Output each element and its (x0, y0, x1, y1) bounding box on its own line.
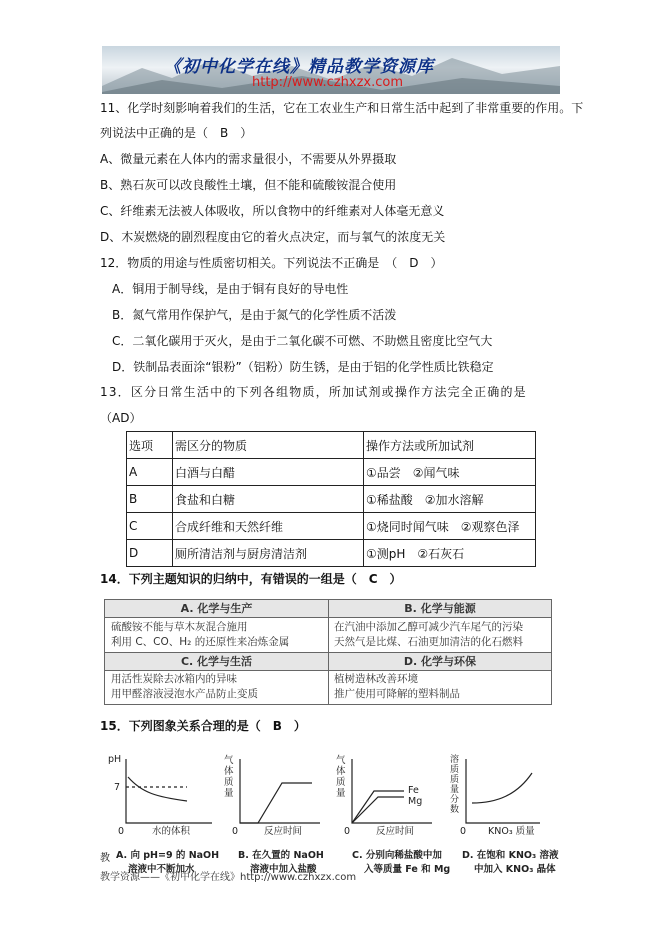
graph-d-axes (466, 759, 540, 823)
q13-stem-line2: （AD） (100, 411, 142, 425)
q14-topic-summary-image (104, 599, 552, 705)
graph-c-origin: 0 (344, 826, 351, 837)
graph-b-caption: B. 在久置的 NaOH (238, 850, 324, 861)
graph-d-ylabel: 溶质质量分数 (450, 755, 460, 815)
banner-title: 《初中化学在线》精品教学资源库 (164, 57, 434, 77)
topic-a-line: 硫酸铵不能与草木灰混合施用 (111, 621, 248, 633)
q11-stem-line2: 列说法中正确的是（ B ） (100, 126, 253, 140)
topic-b-line: 在汽油中添加乙醇可减少汽车尾气的污染 (334, 621, 523, 633)
topic-c-line: 用甲醛溶液浸泡水产品防止变质 (111, 688, 258, 700)
header-banner (102, 46, 560, 94)
graph-a-xlabel: 水的体积 (152, 826, 191, 837)
topic-c-title: C. 化学与生活 (105, 653, 328, 670)
table-cell: ①烧同时闻气味 ②观察色泽 (364, 513, 536, 540)
q11-option-d: D、木炭燃烧的剧烈程度由它的着火点决定，而与氧气的浓度无关 (100, 230, 446, 244)
footer-mark: 教 (100, 853, 110, 864)
graph-d-origin: 0 (460, 826, 467, 837)
footer-mark: 教 (100, 872, 110, 883)
graph-c-fe-label: Fe (408, 785, 419, 796)
table-cell: 合成纤维和天然纤维 (173, 513, 364, 540)
q11-stem-line1: 11、化学时刻影响着我们的生活，它在工农业生产和日常生活中起到了非常重要的作用。下 (100, 101, 584, 115)
table-cell: A (127, 459, 173, 486)
q12-stem: 12．物质的用途与性质密切相关。下列说法不正确是 （ D ） (100, 256, 443, 270)
q12-option-b: B．氮气常用作保护气，是由于氮气的化学性质不活泼 (112, 308, 397, 322)
table-header-cell: 选项 (127, 432, 173, 459)
graph-a-caption: A. 向 pH=9 的 NaOH (116, 850, 220, 861)
q13-stem-line1: 13．区分日常生活中的下列各组物质，所加试剂或操作方法完全正确的是 (100, 385, 527, 399)
table-cell: B (127, 486, 173, 513)
q14-stem: 14．下列主题知识的归纳中，有错误的一组是（ C ） (100, 572, 402, 586)
topic-b-title: B. 化学与能源 (329, 600, 551, 617)
q12-option-c: C．二氧化碳用于灭火，是由于二氧化碳不可燃、不助燃且密度比空气大 (112, 334, 493, 348)
footer-link[interactable]: 学资源——《初中化学在线》http://www.czhxzx.com (110, 872, 357, 883)
graph-c-ylabel: 气体质量 (336, 755, 346, 799)
graph-d-caption: 中加入 KNO₃ 晶体 (474, 864, 556, 875)
table-cell: C (127, 513, 173, 540)
q11-option-a: A、微量元素在人体内的需求量很小，不需要从外界摄取 (100, 152, 397, 166)
q11-option-c: C、纤维素无法被人体吸收，所以食物中的纤维素对人体毫无意义 (100, 204, 445, 218)
q12-option-a: A．铜用于制导线，是由于铜有良好的导电性 (112, 282, 349, 296)
graph-a-caption: 溶液中不断加水 (128, 864, 195, 875)
banner-url[interactable]: http://www.czhxzx.com (252, 75, 403, 90)
topic-d-line: 植树造林改善环境 (334, 673, 418, 685)
graph-b-xlabel: 反应时间 (264, 826, 303, 837)
table-cell: ①稀盐酸 ②加水溶解 (364, 486, 536, 513)
graph-a-ymark: 7 (114, 782, 121, 793)
graph-b-curve (240, 783, 312, 823)
q12-option-d: D．铁制品表面涂“银粉”（铝粉）防生锈，是由于铝的化学性质比铁稳定 (112, 360, 494, 374)
topic-b-line: 天然气是比煤、石油更加清洁的化石燃料 (334, 636, 523, 648)
graph-a-curve (128, 777, 187, 801)
graph-d-caption: D. 在饱和 KNO₃ 溶液 (462, 850, 559, 861)
graph-c-mg-line (352, 797, 404, 823)
graph-d-xlabel: KNO₃ 质量 (488, 826, 535, 837)
graph-b-ylabel: 气体质量 (224, 755, 234, 799)
q11-option-b: B、熟石灰可以改良酸性土壤，但不能和硫酸铵混合使用 (100, 178, 397, 192)
table-header-row (127, 432, 536, 459)
topic-c-line: 用活性炭除去冰箱内的异味 (111, 673, 237, 685)
graph-d-curve (472, 773, 532, 803)
graph-a-ylabel: pH (108, 754, 122, 765)
table-cell: ①测pH ②石灰石 (364, 540, 536, 567)
graph-c-fe-line (352, 791, 404, 823)
table-row (127, 513, 536, 540)
table-row (127, 459, 536, 486)
graph-a-origin: 0 (118, 826, 125, 837)
topic-d-title: D. 化学与环保 (329, 653, 551, 670)
table-header-cell: 需区分的物质 (173, 432, 364, 459)
graph-c-caption: C. 分别向稀盐酸中加 (352, 850, 442, 861)
table-cell: D (127, 540, 173, 567)
table-row (127, 486, 536, 513)
graph-c-mg-label: Mg (408, 796, 423, 807)
q15-graphs-image (108, 754, 559, 885)
graph-c-xlabel: 反应时间 (376, 826, 415, 837)
footer-text (100, 868, 356, 883)
table-cell: ①品尝 ②闻气味 (364, 459, 536, 486)
graph-a-axes (126, 759, 212, 823)
table-cell: 厕所清洁剂与厨房清洁剂 (173, 540, 364, 567)
topic-a-title: A. 化学与生产 (105, 600, 328, 617)
table-cell: 白酒与白醋 (173, 459, 364, 486)
topic-a-line: 利用 C、CO、H₂ 的还原性来冶炼金属 (111, 636, 290, 648)
graph-c-caption: 入等质量 Fe 和 Mg (364, 864, 451, 875)
graph-b-axes (240, 759, 320, 823)
graph-b-caption: 溶液中加入盐酸 (250, 864, 317, 875)
q13-options-table (126, 431, 536, 567)
graph-b-origin: 0 (232, 826, 239, 837)
table-header-cell: 操作方法或所加试剂 (364, 432, 536, 459)
table-cell: 食盐和白糖 (173, 486, 364, 513)
table-row (127, 540, 536, 567)
graphs-svg (112, 755, 552, 835)
divider (328, 600, 329, 704)
q15-stem: 15．下列图象关系合理的是（ B ） (100, 719, 306, 733)
topic-d-line: 推广使用可降解的塑料制品 (334, 688, 460, 700)
